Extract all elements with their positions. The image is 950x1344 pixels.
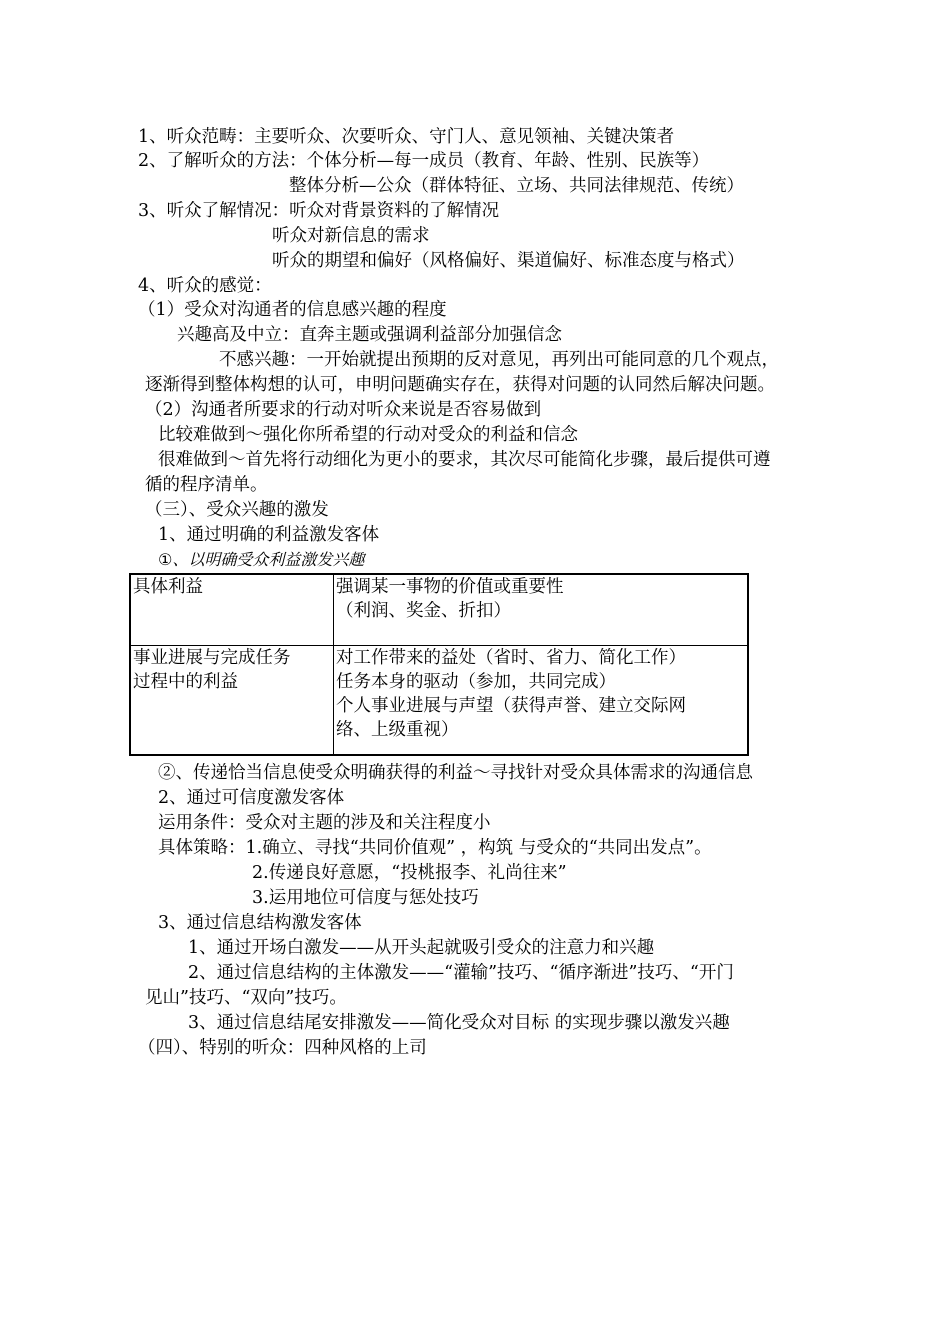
table-cell-left [130,646,334,756]
line-expectations: 听众的期望和偏好（风格偏好、渠道偏好、标准态度与格式） [272,251,745,271]
line-very-hard-cont: 循的程序清单。 [145,475,268,495]
table-cell-right [334,646,749,756]
line-overall-analysis: 整体分析—公众（群体特征、立场、共同法律规范、传统） [289,176,744,196]
table-row [130,574,748,646]
line-conditions: 运用条件：受众对主题的涉及和关注程度小 [158,813,491,833]
cell-text: 强调某一事物的价值或重要性 [336,577,564,597]
line-opening: 1、通过开场白激发——从开头起就吸引受众的注意力和兴趣 [188,938,655,958]
cell-text: 具体利益 [133,577,203,597]
cell-text: 过程中的利益 [133,672,238,692]
line-action-ease: （2）沟通者所要求的行动对听众来说是否容易做到 [145,400,542,420]
cell-text: 事业进展与完成任务 [133,648,291,668]
line-high-interest: 兴趣高及中立：直奔主题或强调利益部分加强信念 [177,325,562,345]
line-audience-methods: 2、了解听众的方法：个体分析—每一成员（教育、年龄、性别、民族等） [138,151,710,171]
table-cell-left [130,574,334,646]
line-strategy-3: 3.运用地位可信度与惩处技巧 [252,888,479,908]
line-credibility: 2、通过可信度激发客体 [158,788,345,808]
line-harder: 比较难做到～强化你所希望的行动对受众的利益和信念 [158,425,578,445]
section-heading-3: （三）、受众兴趣的激发 [145,500,329,520]
line-strategy-2: 2.传递良好意愿，“投桃报李、礼尚往来” [252,863,567,883]
line-structure: 3、通过信息结构激发客体 [158,913,362,933]
line-new-info-needs: 听众对新信息的需求 [272,226,430,246]
line-strategy-1: 具体策略：1.确立、寻找“共同价值观” ，构筑 与受众的“共同出发点”。 [158,838,712,858]
line-convey-info: ②、传递恰当信息使受众明确获得的利益～寻找针对受众具体需求的沟通信息 [158,763,753,783]
line-ending: 3、通过信息结尾安排激发——简化受众对目标 的实现步骤以激发兴趣 [188,1013,730,1033]
line-benefit-stimulate: 1、通过明确的利益激发客体 [158,525,380,545]
line-audience-knowledge: 3、听众了解情况：听众对背景资料的了解情况 [138,201,500,221]
line-very-hard: 很难做到～首先将行动细化为更小的要求，其次尽可能简化步骤，最后提供可遵 [158,450,771,470]
cell-text: 对工作带来的益处（省时、省力、简化工作） [336,648,686,668]
cell-text: （利润、奖金、折扣） [336,601,511,621]
cell-text: 个人事业进展与声望（获得声誉、建立交际网 [336,696,686,716]
cell-text: 络、上级重视） [336,720,459,740]
table-cell-right [334,574,749,646]
line-body-cont: 见山”技巧、“双向”技巧。 [145,988,347,1008]
line-clear-benefit: ①、以明确受众利益激发兴趣 [158,550,365,569]
line-audience-scope: 1、听众范畴：主要听众、次要听众、守门人、意见领袖、关键决策者 [138,127,675,147]
line-interest-level: （1）受众对沟通者的信息感兴趣的程度 [138,300,447,320]
benefits-table [129,573,749,756]
line-audience-feeling: 4、听众的感觉： [138,276,272,296]
line-no-interest: 不感兴趣：一开始就提出预期的反对意见，再列出可能同意的几个观点， [219,350,779,370]
section-heading-4: （四）、特别的听众：四种风格的上司 [138,1038,427,1058]
line-body: 2、通过信息结构的主体激发——“灌输”技巧、“循序渐进”技巧、“开门 [188,963,734,983]
table-row [130,646,748,756]
line-no-interest-cont: 逐渐得到整体构想的认可，申明问题确实存在，获得对问题的认同然后解决问题。 [145,375,775,395]
cell-text: 任务本身的驱动（参加，共同完成） [336,672,616,692]
